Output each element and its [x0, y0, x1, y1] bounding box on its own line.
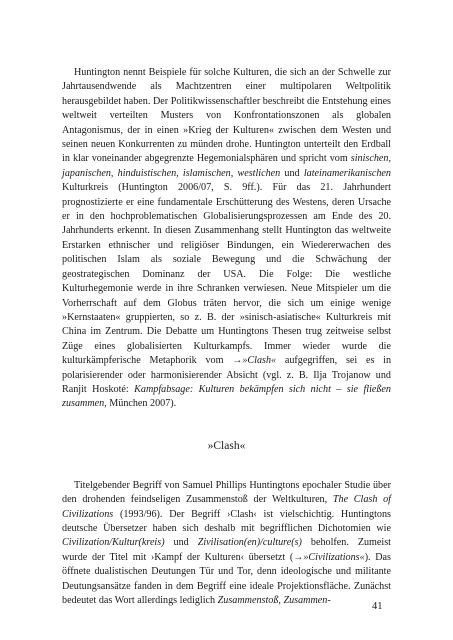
- body-paragraph-2: [62, 479, 391, 609]
- paragraph-1-text-2: und: [280, 167, 304, 179]
- paragraph-2-text-3: und: [164, 537, 198, 549]
- paragraph-2-text-4: beholfen. Zumeist wurde der Titel mit ›Kampf der Kulturen‹ übersetzt (: [62, 537, 391, 563]
- paragraph-1-italic-4: Kampfabsage: Kulturen bekämpfen sich nicht – sie fließen zusammen: [62, 383, 391, 410]
- paragraph-1-italic-2: lateinamerikanischen: [303, 167, 391, 179]
- paragraph-1-text-1: Huntington nennt Beispiele für solche Kulturen, die sich an der Schwelle zur Jahrtausendwende als Machtzentren einer multipolaren Weltpolitik herausgebildet haben. Der Politikwissenschaftler beschreibt die Entstehung eines weltweit verteilten Musters von Konfrontationszonen als globalen Antagonismus, der in einen »Krieg der Kulturen« zwischen dem Westen und seinen neuen Konkurrenten zu münden drohe. Huntington unterteilt den Erdball in klar voneinander abgegrenzte Hegemonialsphären und spricht vom: [62, 67, 391, 165]
- section-heading: »Clash«: [207, 439, 246, 452]
- paragraph-1-italic-1: sinischen, japanischen, hinduistischen, islamischen, westlichen: [62, 153, 391, 179]
- paragraph-1-italic-3: »Clash«: [242, 355, 277, 367]
- paragraph-1-text-4: aufgegriffen, sei es in polarisierender oder harmonisierender Absicht (vgl. z. B. Ilja Trojanow und Ranjit Hoskoté:: [62, 355, 392, 395]
- body-paragraph-1: [62, 66, 391, 412]
- paragraph-2-text-1: Titelgebender Begriff von Samuel Phillips Huntingtons epochaler Studie über den drohenden feindseligen Zusammenstoß der Weltkulturen,: [62, 479, 391, 506]
- paragraph-2-italic-4: →»Civilizations«: [293, 551, 365, 563]
- paragraph-2-text-5: ). Das öffnete dualistischen Deutungen Tür und Tor, denn ideologische und militante Deutungsansätze fanden in dem Begriff eine ideale Projektionsfläche. Zunächst bedeutet das Wort allerdings lediglich: [62, 551, 391, 606]
- paragraph-2-italic-5: Zusammenstoß, Zusammen-: [217, 595, 331, 606]
- paragraph-2-italic-2: Civilization/Kultur(kreis): [62, 537, 165, 549]
- paragraph-2-italic-3: Zivilisation(en)/culture(s): [197, 537, 302, 549]
- paragraph-2-text-2: (1993/96). Der Begriff ›Clash‹ ist vielschichtig. Huntingtons deutsche Übersetzer haben sich deshalb mit begrifflichen Dichotomien wie: [62, 508, 391, 534]
- paragraph-1-text-3: Kulturkreis (Huntington 2006/07, S. 9ff.). Für das 21. Jahrhundert prognostizierte er eine fundamentale Erschütterung des Westens, deren Ursache er in den hochproblematischen Globalisierungsprozessen am Ende des 20. Jahrhunderts erkennt. In diesen Zusammenhang stellt Huntington das weltweite Erstarken ethnischer und religiöser Bindungen, ein Wiedererwachen des politischen Islam als soziale Bewegung und die Schwächung der geostrategischen Dominanz der USA. Die Folge: Die westliche Kulturhegemonie werde in ihre Schranken verwiesen. Neue Mitspieler um die Vorherrschaft auf dem Globus träten hervor, die sich um einige wenige »Kernstaaten« gruppierten, so z. B. der »sinisch-asiatische« Kulturkreis mit China im Zentrum. Die Debatte um Huntingtons Thesen trug zeitweise selbst Züge eines globalisierten Kulturkampfs. Immer wieder wurde die kulturkämpferische Metaphorik vom →: [62, 182, 391, 367]
- page-number: 41: [372, 601, 383, 612]
- paragraph-2-italic-1: The Clash of Civilizations: [62, 494, 391, 520]
- paragraph-1-text-5: , München 2007).: [104, 398, 177, 410]
- book-page: [62, 66, 391, 608]
